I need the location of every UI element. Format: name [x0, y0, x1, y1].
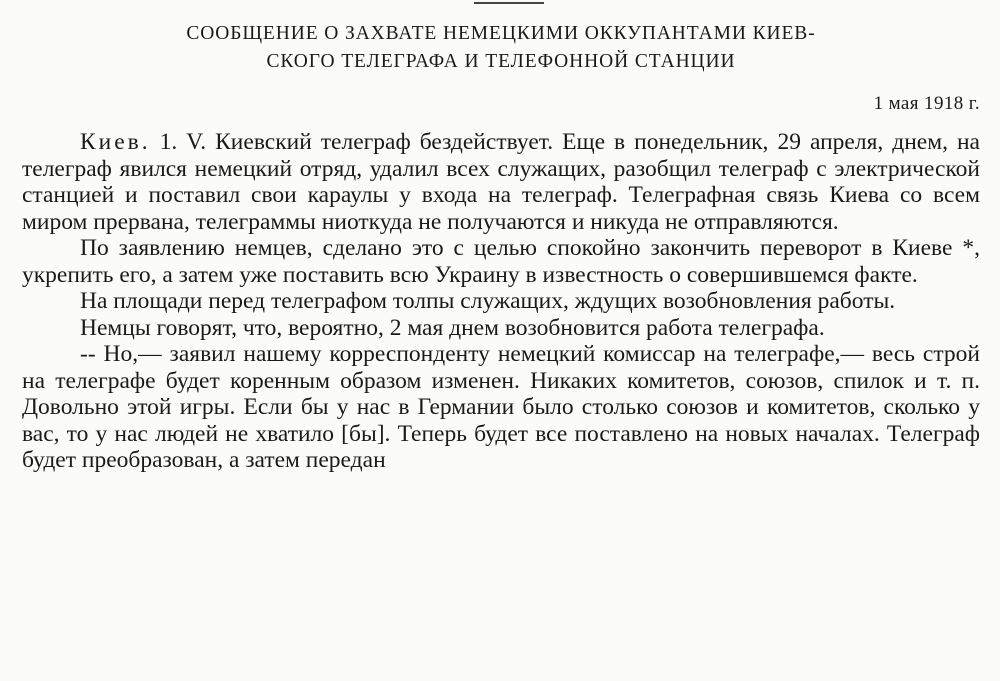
title-line-1: СООБЩЕНИЕ О ЗАХВАТЕ НЕМЕЦКИМИ ОККУПАНТАМИ КИЕВ-: [186, 23, 816, 44]
paragraph-5: -- Но,— заявил нашему корреспонденту немецкий комиссар на телеграфе,— весь строй на телеграфе будет коренным образом изменен. Никаких комитетов, союзов, спилок и т. п. Довольно этой игры. Если бы у нас в Германии было столько союзов и комитетов, сколько у вас, то у нас людей не хватило [бы]. Теперь будет все поставлено на новых началах. Телеграф будет преобразован, а затем передан: [22, 341, 980, 473]
paragraph-1-text: 1. V. Киевский телеграф бездействует. Еще в понедельник, 29 апреля, днем, на телеграф явился немецкий отряд, удалил всех служащих, разобщил телеграф с электрической станцией и поставил свои караулы у входа на телеграф. Телеграфная связь Киева со всем миром прервана, телеграммы ниоткуда не получаются и никуда не отправляются.: [22, 129, 980, 235]
title-line-2: СКОГО ТЕЛЕГРАФА И ТЕЛЕФОННОЙ СТАНЦИИ: [266, 51, 736, 72]
document-title: [22, 20, 980, 76]
paragraph-3: На площади перед телеграфом толпы служащих, ждущих возобновления работы.: [80, 288, 896, 314]
paragraph-2: По заявлению немцев, сделано это с целью спокойно закончить переворот в Киеве *, укрепить его, а затем уже поставить всю Украину в известность о совершившемся факте.: [22, 235, 980, 288]
dateline-city: Киев.: [80, 129, 151, 155]
page-header-rule: [474, 0, 544, 4]
document-body: [22, 129, 980, 474]
document-date: 1 мая 1918 г.: [873, 93, 980, 114]
paragraph-4: Немцы говорят, что, вероятно, 2 мая днем возобновится работа телеграфа.: [80, 314, 825, 341]
document-page: [22, 0, 980, 681]
paragraph-1: [22, 129, 980, 235]
